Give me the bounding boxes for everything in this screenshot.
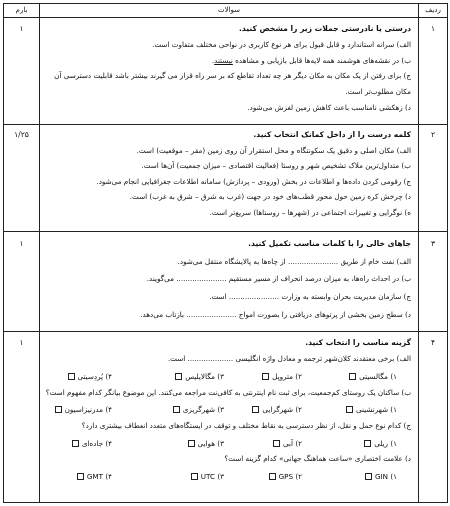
- option: [224, 435, 302, 452]
- option-label: ۲) متروپل: [272, 371, 302, 381]
- checkbox: [72, 440, 79, 447]
- exam-table: [3, 3, 448, 503]
- underlined-word: نیستند: [214, 55, 233, 65]
- option-label: ۳) مگالاپلیس: [185, 371, 224, 381]
- options-row: [44, 368, 397, 385]
- option: [44, 401, 112, 418]
- option: [302, 435, 397, 452]
- option-label: ۴) پُردِسیتی: [77, 371, 112, 381]
- options-row: [44, 401, 397, 418]
- row-number: ۱: [418, 18, 447, 124]
- option: [44, 435, 112, 452]
- question-row-3: [4, 232, 447, 332]
- header-questions-label: سوالات: [39, 4, 418, 17]
- checkbox: [175, 373, 182, 380]
- options-row: [44, 435, 397, 452]
- question-item: ب) ساکنان یک روستای کم‌جمعیت، برای ثبت نام اینترنتی به کافی‌نت مراجعه می‌کنند. این موضوع بیانگر کدام مفهوم است؟: [45, 387, 411, 397]
- checkbox: [349, 373, 356, 380]
- header-score-label: بارم: [15, 6, 28, 14]
- option-label: ۱) GIN: [374, 472, 397, 482]
- option: [44, 468, 112, 485]
- question-row-4: [4, 332, 447, 502]
- question-item: الف) برخی معتقدند کلان‌شهر ترجمه و معادل واژه انگلیسی .................... است.: [167, 354, 411, 364]
- checkbox: [191, 473, 198, 480]
- option-label: ۱) مگالسیتی: [359, 371, 397, 381]
- question-score: ۱/۲۵: [14, 130, 29, 140]
- option: [112, 401, 224, 418]
- option: [112, 368, 224, 385]
- question-item: ج) سازمان مدیریت بحران وابسته به وزارت ...................... است.: [209, 291, 411, 301]
- option: [224, 401, 302, 418]
- row-number: ۴: [418, 332, 447, 502]
- question-title: کلمه درست را از داخل کمانک انتخاب کنید.: [253, 130, 411, 140]
- question-score: ۱: [19, 24, 24, 33]
- option: [224, 468, 302, 485]
- checkbox: [346, 406, 353, 413]
- row-number: ۳: [418, 232, 447, 331]
- question-item: د) سطح زمین بخشی از پرتوهای دریافتی را بصورت امواج ...................... بازتاب می‌دهد.: [140, 309, 411, 319]
- item-punctuation: .: [211, 55, 215, 65]
- option-label: ۳) شهرگریزی: [182, 405, 224, 415]
- checkbox: [364, 440, 371, 447]
- option: [112, 468, 224, 485]
- question-row-1: [4, 18, 447, 125]
- question-item: الف) سرانه استاندارد و قابل قبول برای هر نوع کاربری در نواحی مختلف متفاوت است.: [152, 39, 411, 49]
- question-item: [44, 53, 411, 69]
- option-label: ۲) آبی: [283, 438, 302, 448]
- question-item: د) زهکشی نامناسب باعث کاهش زمین لغزش می‌شود.: [247, 102, 411, 112]
- table-header: [4, 4, 447, 18]
- question-score: ۱: [19, 239, 24, 249]
- checkbox: [273, 440, 280, 447]
- question-item: د) علامت اختصاری «ساعت هماهنگ جهانی» کدام گزینه است؟: [224, 454, 411, 464]
- question-item: ج) رقومی کردن داده‌ها و اطلاعات در بخش (ورودی – پردازش) سامانه اطلاعات جغرافیایی انجام می‌شود.: [96, 176, 411, 186]
- option-label: ۲) شهرگرایی: [262, 405, 302, 415]
- question-body: [39, 232, 418, 331]
- checkbox: [252, 406, 259, 413]
- question-title: جاهای خالی را با کلمات مناسب تکمیل کنید.: [248, 239, 411, 249]
- option: [224, 368, 302, 385]
- question-item: ه) نوگرایی و تغییرات اجتماعی در (شهرها – روستاها) سریع‌تر است.: [209, 207, 411, 217]
- checkbox: [188, 440, 195, 447]
- option-label: ۴) GMT: [86, 472, 112, 482]
- checkbox: [77, 473, 84, 480]
- question-title: گزینه مناسب را انتخاب کنید.: [305, 337, 411, 347]
- checkbox: [365, 473, 372, 480]
- option-label: ۲) GPS: [278, 472, 302, 482]
- option-label: ۳) UTC: [200, 472, 224, 482]
- options-row: [44, 468, 397, 485]
- checkbox: [55, 406, 62, 413]
- question-body: [39, 332, 418, 502]
- question-body: [39, 125, 418, 231]
- question-item: د) چرخش کره زمین حول محور قطب‌های خود در جهت (غرب به شرق – شرق به غرب) است.: [129, 192, 411, 202]
- option-label: ۳) هوایی: [197, 438, 224, 448]
- question-item: ب) در احداث راه‌ها، به میزان درصد انحراف از مسیر مستقیم ...................... می‌گویند.: [146, 274, 411, 284]
- checkbox: [269, 473, 276, 480]
- row-number: ۲: [418, 125, 447, 231]
- option-label: ۴) جاده‌ای: [81, 438, 112, 448]
- option-label: ۴) مدرنیزاسیون: [64, 405, 112, 415]
- option: [302, 368, 397, 385]
- checkbox: [68, 373, 75, 380]
- option-label: ۱) ریلی: [374, 438, 397, 448]
- question-item: ب) متداول‌ترین ملاک تشخیص شهر و روستا (فعالیت اقتصادی – میزان جمعیت) آن‌ها است.: [141, 161, 411, 171]
- checkbox: [173, 406, 180, 413]
- header-row-label: ردیف: [418, 4, 447, 17]
- checkbox: [262, 373, 269, 380]
- option: [44, 368, 112, 385]
- question-body: [39, 18, 418, 124]
- question-item: الف) مکان اصلی و دقیق یک سکونتگاه و محل استقرار آن روی زمین (مقر – موقعیت) است.: [136, 145, 411, 155]
- question-item: الف) نفت خام از طریق ...................... از چاه‌ها به پالایشگاه منتقل می‌شود.: [177, 256, 411, 266]
- option: [302, 468, 397, 485]
- question-title: درستی یا نادرستی جملات زیر را مشخص کنید.: [239, 24, 411, 33]
- question-item: ج) برای رفتن از یک مکان به مکان دیگر هر چه تعداد تقاطع که بر سر راه قرار می گیرند بیشتر باشد قابلیت دسترسی آن مکان مطلوب‌تر است.: [54, 71, 411, 97]
- item-text: ب) در نقشه‌های هوشمند همه لایه‌ها قابل بازیابی و مشاهده: [232, 55, 411, 65]
- question-row-2: [4, 125, 447, 232]
- option: [112, 435, 224, 452]
- question-item: ج) کدام نوع حمل و نقل، از نظر دسترسی به نقاط مختلف و توقف در ایستگاه‌های متعدد انعطاف بیشتری دارد؟: [81, 421, 411, 431]
- option-label: ۱) شهرنشینی: [355, 405, 397, 415]
- option: [302, 401, 397, 418]
- question-score: ۱: [19, 337, 24, 347]
